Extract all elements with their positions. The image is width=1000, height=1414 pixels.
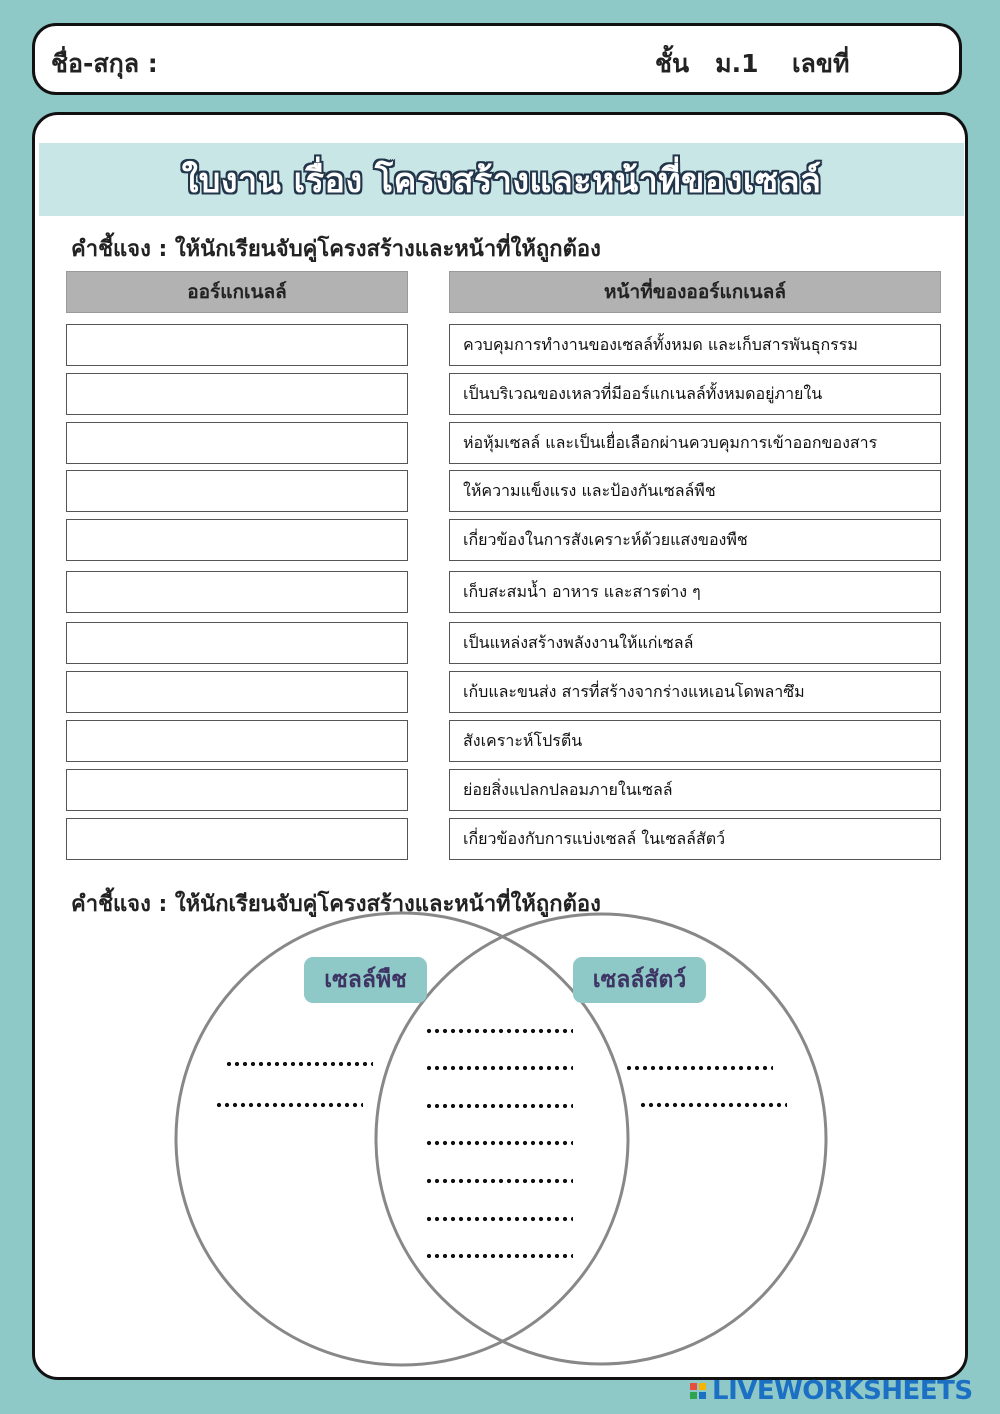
number-label: เลขที่ xyxy=(792,49,850,78)
organelle-function-box: ย่อยสิ่งแปลกปลอมภายในเซลล์ xyxy=(449,769,941,811)
name-label: ชื่อ-สกุล : xyxy=(51,49,158,78)
instruction-matching: คำชี้แจง : ให้นักเรียนจับคู่โครงสร้างและหน้าที่ให้ถูกต้อง xyxy=(71,237,601,262)
student-info-bar xyxy=(32,23,962,95)
organelle-function-box: ห่อหุ้มเซลล์ และเป็นเยื่อเลือกผ่านควบคุมการเข้าออกของสาร xyxy=(449,422,941,464)
organelle-function-box: เก้บและขนส่ง สารที่สร้างจากร่างแหเอนโดพลาซึม xyxy=(449,671,941,713)
worksheet-title: ใบงาน เรื่อง โครงสร้างและหน้าที่ของเซลล์ xyxy=(181,160,822,201)
class-label: ชั้น ม.1 xyxy=(655,49,759,78)
shared-line[interactable] xyxy=(425,1101,573,1111)
worksheet-card xyxy=(32,112,968,1380)
organelle-function-box: เป็นบริเวณของเหลวที่มีออร์แกเนลล์ทั้งหมดอยู่ภายใน xyxy=(449,373,941,415)
plant-only-line[interactable] xyxy=(225,1059,373,1069)
shared-line[interactable] xyxy=(425,1138,573,1148)
organelle-function-box: ให้ความแข็งแรง และป้องกันเซลล์พืช xyxy=(449,470,941,512)
liveworksheets-logo-icon xyxy=(690,1383,706,1399)
venn-diagram xyxy=(35,115,965,1377)
plant-cell-tag: เซลล์พืช xyxy=(304,957,427,1003)
organelle-function-box: เก็บสะสมน้ำ อาหาร และสารต่าง ๆ xyxy=(449,571,941,613)
shared-line[interactable] xyxy=(425,1251,573,1261)
shared-line[interactable] xyxy=(425,1063,573,1073)
shared-line[interactable] xyxy=(425,1214,573,1224)
animal-only-line[interactable] xyxy=(625,1063,773,1073)
animal-only-line[interactable] xyxy=(639,1100,787,1110)
animal-cell-tag: เซลล์สัตว์ xyxy=(573,957,706,1003)
organelle-function-box: สังเคราะห์โปรตีน xyxy=(449,720,941,762)
plant-only-line[interactable] xyxy=(215,1100,363,1110)
instruction-venn: คำชี้แจง : ให้นักเรียนจับคู่โครงสร้างและหน้าที่ให้ถูกต้อง xyxy=(71,892,601,917)
organelle-function-box: ควบคุมการทำงานของเซลล์ทั้งหมด และเก็บสารพันธุกรรม xyxy=(449,324,941,366)
brand-name: LIVEWORKSHEETS xyxy=(712,1376,973,1406)
organelle-column-header: ออร์แกเนลล์ xyxy=(66,271,408,313)
shared-line[interactable] xyxy=(425,1176,573,1186)
shared-line[interactable] xyxy=(425,1026,573,1036)
organelle-function-box: เป็นแหล่งสร้างพลังงานให้แก่เซลล์ xyxy=(449,622,941,664)
liveworksheets-brand xyxy=(690,1376,973,1406)
function-column-header: หน้าที่ของออร์แกเนลล์ xyxy=(449,271,941,313)
organelle-function-box: เกี่ยวข้องกับการแบ่งเซลล์ ในเซลล์สัตว์ xyxy=(449,818,941,860)
organelle-function-box: เกี่ยวข้องในการสังเคราะห์ด้วยแสงของพืช xyxy=(449,519,941,561)
